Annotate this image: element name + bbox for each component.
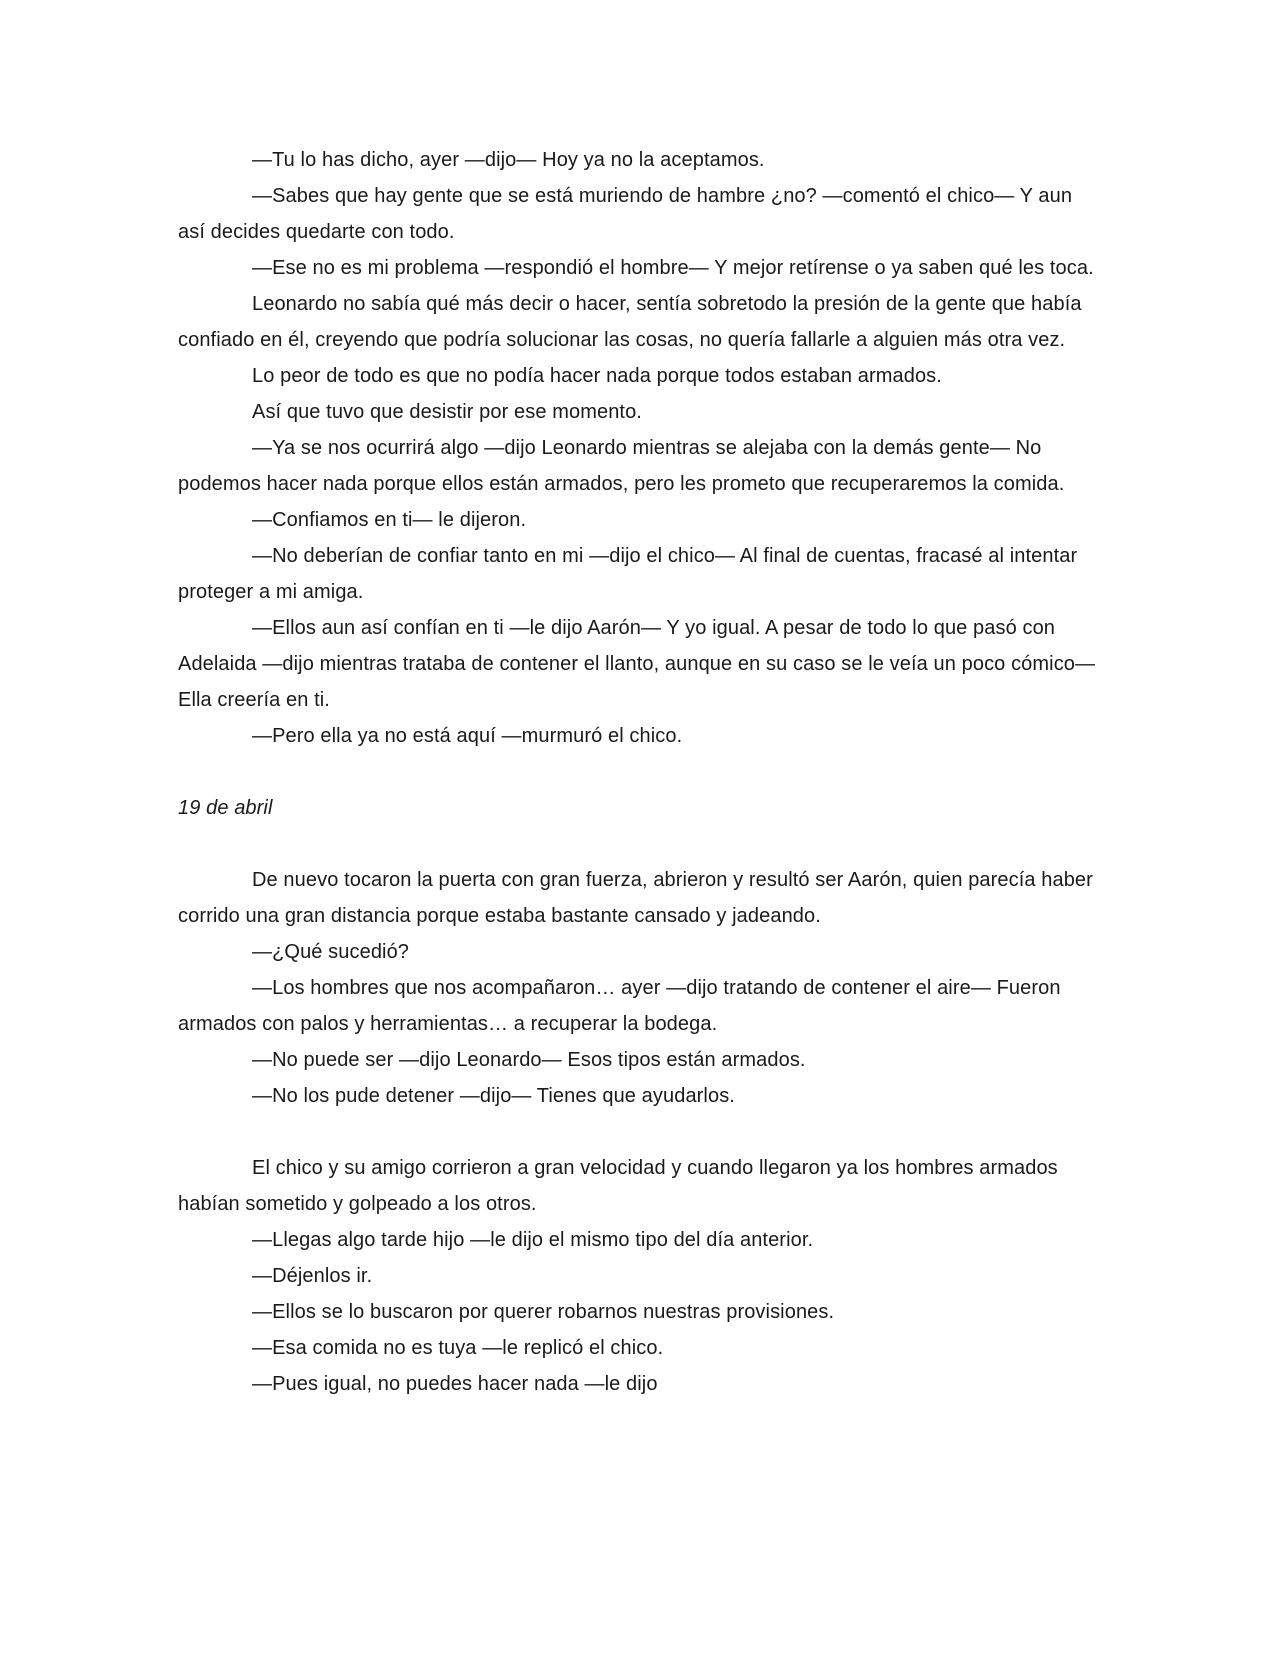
paragraph: —Llegas algo tarde hijo —le dijo el mismo tipo del día anterior. — [252, 1229, 814, 1251]
paragraph: —Ellos aun así confían en ti —le dijo Aarón— Y yo igual. A pesar de todo lo que pasó con Adelaida —dijo mientras trataba de contener el llanto, aunque en su caso se le veía un poco cómico— Ella creería en ti. — [178, 617, 1096, 711]
paragraph: Lo peor de todo es que no podía hacer nada porque todos estaban armados. — [252, 365, 942, 387]
paragraph: De nuevo tocaron la puerta con gran fuerza, abrieron y resultó ser Aarón, quien parecía haber corrido una gran distancia porque estaba bastante cansado y jadeando. — [178, 869, 1093, 927]
date-heading: 19 de abril — [178, 797, 273, 819]
paragraph: —No los pude detener —dijo— Tienes que ayudarlos. — [252, 1085, 735, 1107]
blank-line — [178, 826, 1098, 862]
paragraph: —No deberían de confiar tanto en mi —dijo el chico— Al final de cuentas, fracasé al intentar proteger a mi amiga. — [178, 545, 1078, 603]
paragraph: —Pues igual, no puedes hacer nada —le dijo — [252, 1373, 658, 1395]
paragraph: —Confiamos en ti— le dijeron. — [252, 509, 527, 531]
paragraph: —Ese no es mi problema —respondió el hombre— Y mejor retírense o ya saben qué les toca. — [252, 257, 1094, 279]
document-page — [178, 142, 1098, 1402]
blank-line — [178, 1114, 1098, 1150]
paragraph: —Pero ella ya no está aquí —murmuró el chico. — [252, 725, 683, 747]
blank-line — [178, 754, 1098, 790]
paragraph: —¿Qué sucedió? — [252, 941, 410, 963]
paragraph: —Ya se nos ocurrirá algo —dijo Leonardo mientras se alejaba con la demás gente— No podemos hacer nada porque ellos están armados, pero les prometo que recuperaremos la comida. — [178, 437, 1065, 495]
paragraph: —Esa comida no es tuya —le replicó el chico. — [252, 1337, 664, 1359]
paragraph: —Tu lo has dicho, ayer —dijo— Hoy ya no la aceptamos. — [252, 149, 765, 171]
paragraph: —Sabes que hay gente que se está muriendo de hambre ¿no? —comentó el chico— Y aun así decides quedarte con todo. — [178, 185, 1073, 243]
paragraph: —No puede ser —dijo Leonardo— Esos tipos están armados. — [252, 1049, 806, 1071]
paragraph: Así que tuvo que desistir por ese momento. — [252, 401, 642, 423]
paragraph: El chico y su amigo corrieron a gran velocidad y cuando llegaron ya los hombres armados habían sometido y golpeado a los otros. — [178, 1157, 1058, 1215]
paragraph: Leonardo no sabía qué más decir o hacer, sentía sobretodo la presión de la gente que había confiado en él, creyendo que podría solucionar las cosas, no quería fallarle a alguien más otra vez. — [178, 293, 1082, 351]
paragraph: —Déjenlos ir. — [252, 1265, 373, 1287]
paragraph: —Ellos se lo buscaron por querer robarnos nuestras provisiones. — [252, 1301, 835, 1323]
paragraph: —Los hombres que nos acompañaron… ayer —dijo tratando de contener el aire— Fueron armados con palos y herramientas… a recuperar la bodega. — [178, 977, 1061, 1035]
